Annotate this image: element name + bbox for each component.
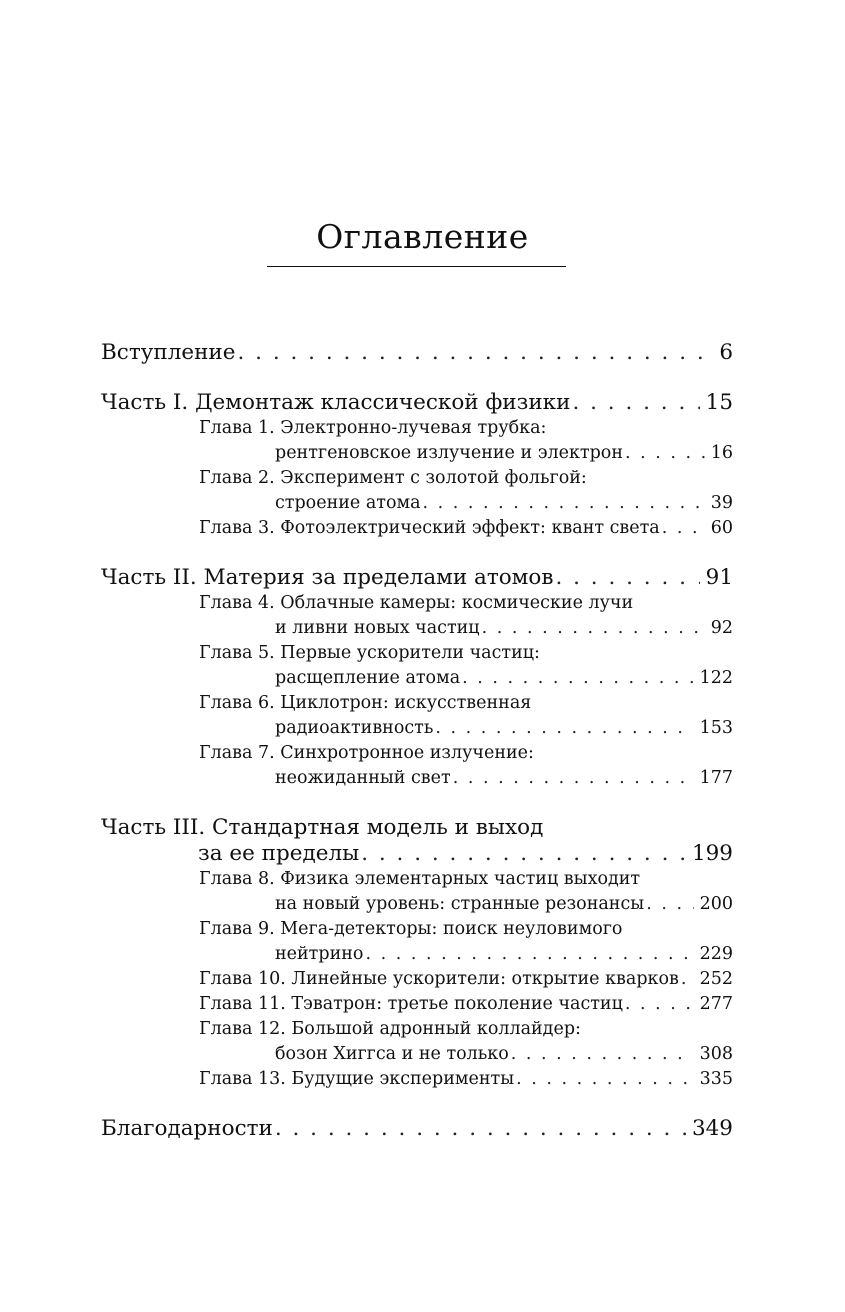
toc-page-number: 91 [705, 565, 733, 590]
toc-entry-chapter-4[interactable] [275, 616, 733, 641]
toc-chapter-line: Глава 6. Циклотрон: искусственная [199, 693, 532, 713]
toc-entry-label: за ее пределы [198, 841, 360, 866]
toc-entry-label: на новый уровень: странные резонансы [275, 894, 645, 914]
leader-dots [516, 1067, 693, 1092]
leader-dots [361, 841, 686, 867]
toc-entry-part-2[interactable] [101, 565, 733, 591]
toc-entry-chapter-2[interactable] [275, 491, 733, 516]
leader-dots [462, 666, 693, 691]
toc-entry-chapter-10[interactable] [199, 967, 733, 992]
toc-page-number: 122 [699, 668, 733, 688]
toc-page-number: 6 [719, 340, 733, 365]
toc-entry-label: рентгеновское излучение и электрон [275, 443, 623, 463]
toc-page-number: 16 [710, 443, 733, 463]
toc-page-number: 199 [691, 841, 733, 866]
toc-page-number: 335 [699, 1069, 733, 1089]
leader-dots [435, 716, 693, 741]
toc-chapter-line: Глава 8. Физика элементарных частиц выходит [199, 869, 641, 889]
leader-dots [625, 992, 694, 1017]
toc-chapter-line: Глава 4. Облачные камеры: космические лучи [199, 593, 634, 613]
toc-entry-label: расщепление атома [275, 668, 461, 688]
leader-dots [572, 390, 699, 416]
toc-entry-acknowledgements[interactable] [101, 1116, 733, 1142]
toc-entry-chapter-9[interactable] [275, 942, 733, 967]
toc-entry-chapter-1[interactable] [275, 441, 733, 466]
leader-dots [511, 1042, 694, 1067]
leader-dots [662, 516, 705, 541]
leader-dots [423, 491, 705, 516]
toc-part-line: Часть III. Стандартная модель и выход [101, 815, 544, 840]
toc-entry-label: Глава 13. Будущие эксперименты [199, 1069, 515, 1089]
toc-page-number: 92 [710, 618, 733, 638]
leader-dots [275, 1116, 686, 1142]
toc-entry-chapter-3[interactable] [199, 516, 733, 541]
title-underline [267, 266, 566, 267]
toc-page-number: 153 [699, 718, 733, 738]
toc-chapter-line: Глава 5. Первые ускорители частиц: [199, 643, 540, 663]
toc-entry-chapter-8[interactable] [275, 892, 733, 917]
leader-dots [646, 892, 693, 917]
toc-page-number: 200 [699, 894, 733, 914]
leader-dots [365, 942, 693, 967]
toc-entry-label: строение атома [275, 493, 421, 513]
toc-chapter-line: Глава 9. Мега-детекторы: поиск неуловимого [199, 919, 623, 939]
toc-chapter-line: Глава 2. Эксперимент с золотой фольгой: [199, 468, 587, 488]
page-title: Оглавление [316, 217, 529, 256]
toc-entry-chapter-12[interactable] [275, 1042, 733, 1067]
toc-page-number: 308 [699, 1044, 733, 1064]
toc-page-number: 39 [710, 493, 733, 513]
toc-entry-chapter-13[interactable] [199, 1067, 733, 1092]
toc-entry-label: Глава 11. Тэватрон: третье поколение частиц [199, 994, 623, 1014]
toc-entry-label: Глава 10. Линейные ускорители: открытие кварков [199, 969, 679, 989]
toc-entry-label: радиоактивность [275, 718, 434, 738]
leader-dots [625, 441, 705, 466]
toc-page-number: 252 [699, 969, 733, 989]
toc-entry-label: неожиданный свет [275, 768, 451, 788]
toc-page-number: 277 [699, 994, 733, 1014]
toc-chapter-line: Глава 7. Синхротронное излучение: [199, 743, 534, 763]
leader-dots [453, 766, 694, 791]
toc-chapter-line: Глава 1. Электронно-лучевая трубка: [199, 418, 547, 438]
toc-page-number: 60 [710, 518, 733, 538]
toc-page-number: 229 [699, 944, 733, 964]
toc-entry-chapter-11[interactable] [199, 992, 733, 1017]
toc-page-number: 177 [699, 768, 733, 788]
toc-entry-label: Благодарности [101, 1116, 273, 1141]
toc-entry-chapter-5[interactable] [275, 666, 733, 691]
leader-dots [555, 565, 699, 591]
toc-entry-chapter-7[interactable] [275, 766, 733, 791]
toc-chapter-line: Глава 12. Большой адронный коллайдер: [199, 1019, 581, 1039]
toc-entry-label: и ливни новых частиц [275, 618, 480, 638]
toc-entry-intro[interactable] [101, 340, 733, 366]
toc-entry-part-1[interactable] [101, 390, 733, 416]
leader-dots [482, 616, 705, 641]
toc-entry-label: Часть I. Демонтаж классической физики [101, 390, 571, 415]
toc-entry-label: Часть II. Материя за пределами атомов [101, 565, 554, 590]
toc-entry-label: Вступление [101, 340, 236, 365]
leader-dots [681, 967, 694, 992]
toc-entry-label: бозон Хиггса и не только [275, 1044, 509, 1064]
toc-entry-label: нейтрино [275, 944, 364, 964]
toc-entry-label: Глава 3. Фотоэлектрический эффект: квант света [199, 518, 660, 538]
toc-page-number: 349 [691, 1116, 733, 1141]
leader-dots [237, 340, 713, 366]
toc-entry-part-3[interactable] [198, 841, 733, 867]
table-of-contents [101, 340, 733, 1142]
toc-entry-chapter-6[interactable] [275, 716, 733, 741]
toc-page-number: 15 [705, 390, 733, 415]
